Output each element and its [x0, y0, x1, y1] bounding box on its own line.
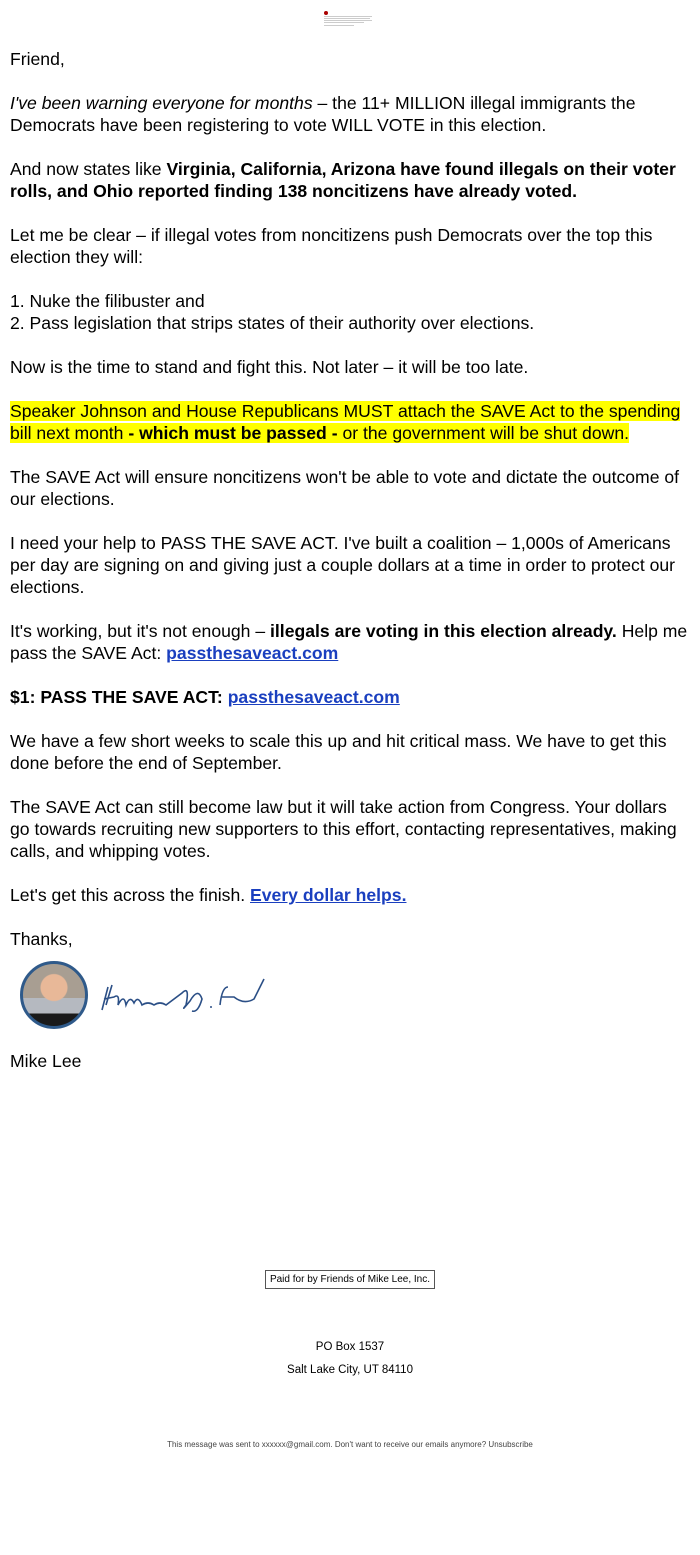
highlighted-paragraph [10, 400, 690, 444]
every-dollar-link[interactable]: Every dollar helps. [250, 885, 407, 905]
paragraph [10, 884, 690, 906]
text: or the government will be shut down. [337, 423, 629, 443]
text: It's working, but it's not enough – [10, 621, 271, 641]
italic-text: I've been warning everyone for months [10, 93, 313, 113]
email-body [10, 48, 690, 1094]
paid-for-disclaimer [0, 1270, 700, 1289]
text: Help me pass the SAVE Act: [10, 621, 688, 663]
bold-text: $1: PASS THE SAVE ACT: [10, 687, 228, 707]
avatar [20, 961, 88, 1029]
greeting: Friend, [10, 49, 65, 69]
paid-for-box: Paid for by Friends of Mike Lee, Inc. [265, 1270, 435, 1289]
text: And now states like [10, 159, 167, 179]
paragraph: I need your help to PASS THE SAVE ACT. I've built a coalition – 1,000s of Americans per day are signing on and giving just a couple dollars at a time in order to protect our elections. [10, 533, 676, 597]
text: – the 11+ MILLION illegal immigrants the Democrats have been registering to vote WILL VOTE in this election. [10, 93, 636, 135]
sender-name: Mike Lee [10, 1051, 82, 1071]
paragraph [10, 686, 690, 708]
bold-text: illegals are voting in this election already. [270, 621, 617, 641]
header-thumbnail-image [324, 11, 374, 29]
thanks: Thanks, [10, 929, 73, 949]
paragraph: Let me be clear – if illegal votes from noncitizens push Democrats over the top this election they will: [10, 225, 653, 267]
paragraph: We have a few short weeks to scale this up and hit critical mass. We have to get this done before the end of September. [10, 731, 667, 773]
text: Let's get this across the finish. [10, 885, 251, 905]
paragraph [10, 92, 690, 136]
passthesaveact-link[interactable]: passthesaveact.com [166, 643, 339, 663]
signature-block [20, 960, 690, 1030]
unsubscribe-note[interactable]: This message was sent to xxxxxx@gmail.com. Don't want to receive our emails anymore? Unsubscribe [167, 1440, 533, 1449]
donate-link[interactable]: passthesaveact.com [227, 687, 400, 707]
paragraph: The SAVE Act will ensure noncitizens won't be able to vote and dictate the outcome of our elections. [10, 467, 680, 509]
signature-image [94, 965, 274, 1025]
text: Speaker Johnson and House Republicans MUST attach the SAVE Act to the spending bill next month [10, 401, 681, 443]
numbered-list [10, 290, 690, 334]
list-item: 1. Nuke the filibuster and [10, 291, 205, 311]
list-item: 2. Pass legislation that strips states of their authority over elections. [10, 313, 535, 333]
bold-text: - which must be passed - [128, 423, 338, 443]
paragraph: The SAVE Act can still become law but it will take action from Congress. Your dollars go towards recruiting new supporters to this effort, contacting representatives, making calls, and whipping votes. [10, 797, 677, 861]
address-line: PO Box 1537 [315, 1341, 385, 1353]
paragraph: Now is the time to stand and fight this. Not later – it will be too late. [10, 357, 529, 377]
paragraph [10, 620, 690, 664]
mailing-address [0, 1336, 700, 1382]
address-line: Salt Lake City, UT 84110 [287, 1364, 413, 1376]
bold-text: Virginia, California, Arizona have found illegals on their voter rolls, and Ohio reported finding 138 noncitizens have already voted. [10, 159, 676, 201]
paragraph [10, 158, 690, 202]
